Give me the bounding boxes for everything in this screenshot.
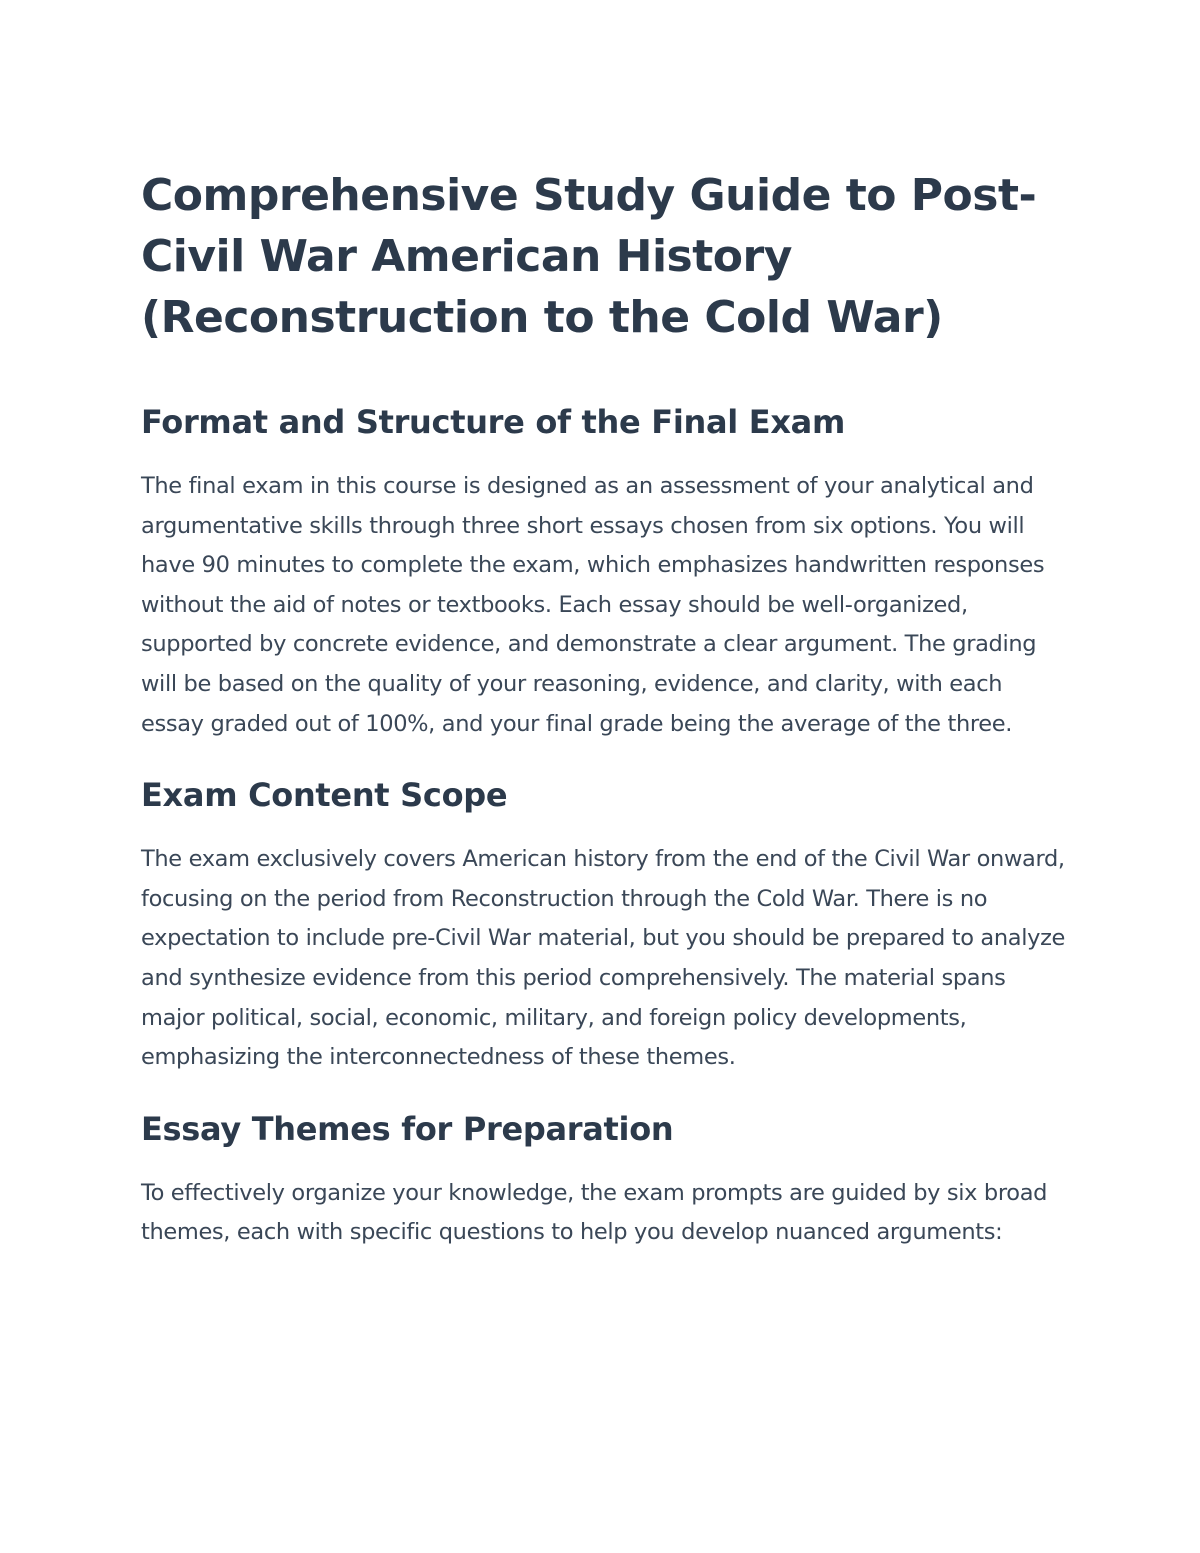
document-title: Comprehensive Study Guide to Post-Civil War American History (Reconstruction to the Cold War) xyxy=(141,170,1037,343)
document-page xyxy=(141,165,1071,1253)
section-heading-content-scope: Exam Content Scope xyxy=(141,776,508,815)
section-heading-essay-themes: Essay Themes for Preparation xyxy=(141,1109,674,1148)
section-heading-exam-format: Format and Structure of the Final Exam xyxy=(141,403,846,441)
section-paragraph-exam-format: The final exam in this course is designed as an assessment of your analytical and argumentative skills through three short essays chosen from six options. You will have 90 minutes to complete the exam, which emphasizes handwritten responses without the aid of notes or textbooks. Each essay should be well-organized, supported by concrete evidence, and demonstrate a clear argument. The grading will be based on the quality of your reasoning, evidence, and clarity, with each essay graded out of 100%, and your final grade being the average of the three. xyxy=(141,473,1045,737)
section-paragraph-content-scope: The exam exclusively covers American history from the end of the Civil War onward, focusing on the period from Reconstruction through the Cold War. There is no expectation to include pre-Civil War material, but you should be prepared to analyze and synthesize evidence from this period comprehensively. The material spans major political, social, economic, military, and foreign policy developments, emphasizing the interconnectedness of these themes. xyxy=(141,846,1066,1071)
section-paragraph-essay-themes: To effectively organize your knowledge, the exam prompts are guided by six broad themes, each with specific questions to help you develop nuanced arguments: xyxy=(141,1179,1048,1246)
